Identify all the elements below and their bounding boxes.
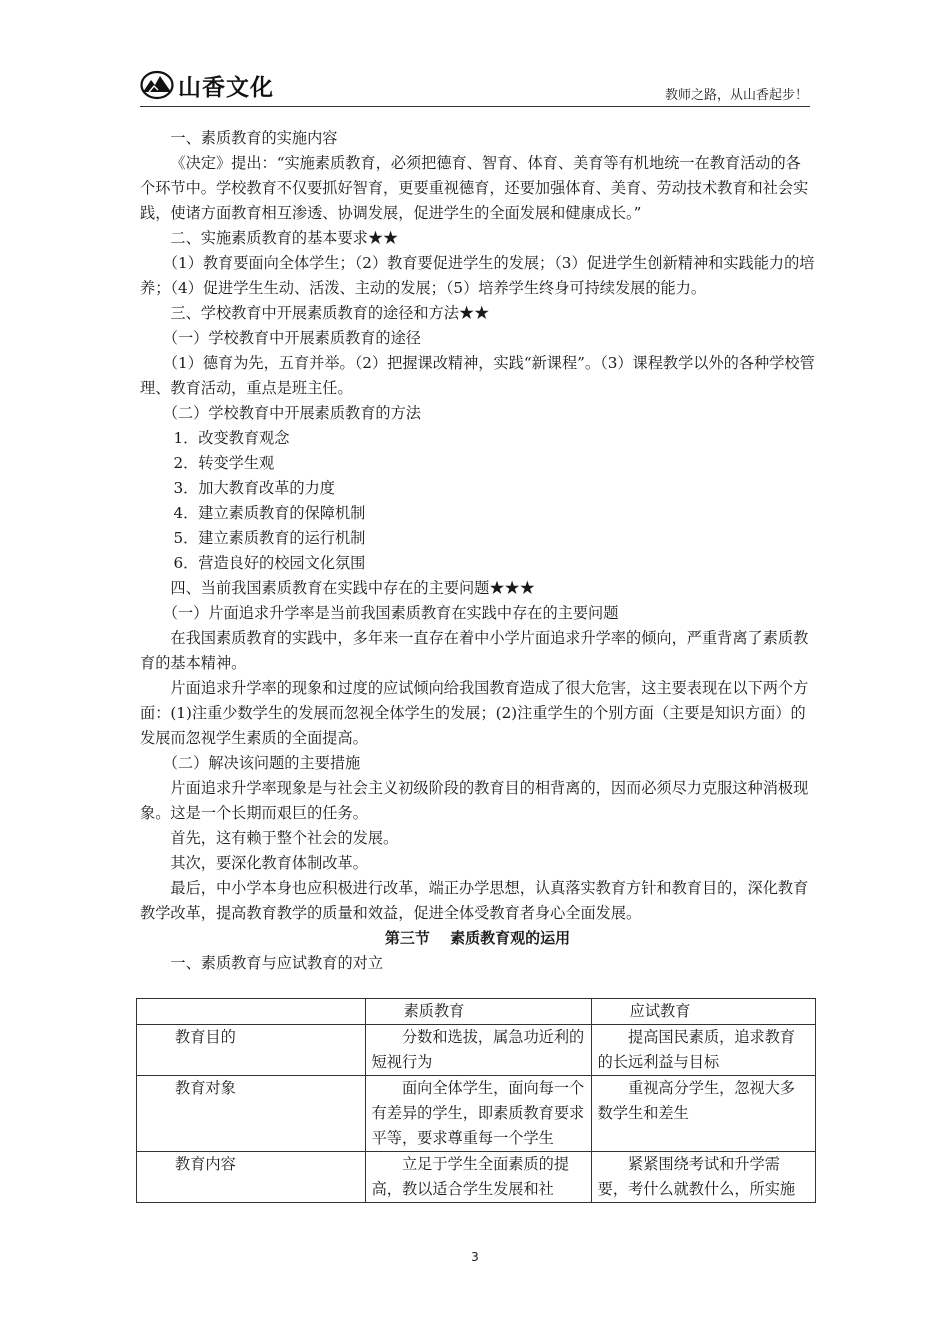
- logo: [140, 68, 274, 102]
- table-header-row: [137, 999, 816, 1025]
- table-cell: 教育目的: [137, 1025, 366, 1076]
- subheading: （二）解决该问题的主要措施: [162, 754, 361, 772]
- subheading: （一）学校教育中开展素质教育的途径: [162, 329, 421, 347]
- section-title: 第三节 素质教育观的运用: [384, 929, 571, 947]
- mountain-logo-icon: [140, 70, 174, 100]
- paragraph: 最后，中小学本身也应积极进行改革，端正办学思想，认真落实教育方针和教育目的，深化教育教学改革，提高教育教学的质量和效益，促进全体受教育者身心全面发展。: [140, 879, 809, 922]
- paragraph: （1）德育为先，五育并举。（2）把握课改精神，实践“新课程”。（3）课程教学以外的各种学校管理、教育活动，重点是班主任。: [140, 354, 815, 397]
- list-item: 1．改变教育观念: [173, 429, 290, 447]
- table-cell: 重视高分学生，忽视大多数学生和差生: [591, 1076, 815, 1152]
- list-item: 5．建立素质教育的运行机制: [173, 529, 366, 547]
- paragraph: 片面追求升学率的现象和过度的应试倾向给我国教育造成了很大危害，这主要表现在以下两个方面：(1)注重少数学生的发展而忽视全体学生的发展；(2)注重学生的个别方面（主要是知识方面）的发展而忽视学生素质的全面提高。: [140, 679, 809, 747]
- paragraph: 首先，这有赖于整个社会的发展。: [170, 829, 399, 847]
- table-cell: 提高国民素质，追求教育的长远利益与目标: [591, 1025, 815, 1076]
- subheading: （一）片面追求升学率是当前我国素质教育在实践中存在的主要问题: [162, 604, 619, 622]
- table-cell: 面向全体学生，面向每一个有差异的学生，即素质教育要求平等，要求尊重每一个学生: [365, 1076, 591, 1152]
- table-header-cell: [137, 999, 366, 1025]
- heading-1: 一、素质教育的实施内容: [170, 129, 338, 147]
- table-row: [137, 1025, 816, 1076]
- header-slogan: 教师之路，从山香起步！: [664, 88, 808, 103]
- table-cell: 教育内容: [137, 1152, 366, 1203]
- paragraph: 其次，要深化教育体制改革。: [170, 854, 368, 872]
- table-cell: 教育对象: [137, 1076, 366, 1152]
- list-item: 3．加大教育改革的力度: [173, 479, 335, 497]
- paragraph: 片面追求升学率现象是与社会主义初级阶段的教育目的相背离的，因而必须尽力克服这种消极现象。这是一个长期而艰巨的任务。: [140, 779, 809, 822]
- page-number: 3: [471, 1250, 479, 1264]
- heading-4: 四、当前我国素质教育在实践中存在的主要问题★★★: [170, 579, 535, 597]
- table-header-cell: 素质教育: [365, 999, 591, 1025]
- table-cell: 紧紧围绕考试和升学需要，考什么就教什么，所实施: [591, 1152, 815, 1203]
- comparison-table: [136, 998, 816, 1203]
- table-header-cell: 应试教育: [591, 999, 815, 1025]
- heading-3: 三、学校教育中开展素质教育的途径和方法★★: [170, 304, 490, 322]
- document-body: [140, 126, 815, 976]
- paragraph: 《决定》提出：“实施素质教育，必须把德育、智育、体育、美育等有机地统一在教育活动的各个环节中。学校教育不仅要抓好智育，更要重视德育，还要加强体育、美育、劳动技术教育和社会实践，使诸方面教育相互渗透、协调发展，促进学生的全面发展和健康成长。”: [140, 154, 809, 222]
- subheading: （二）学校教育中开展素质教育的方法: [162, 404, 421, 422]
- heading-5: 一、素质教育与应试教育的对立: [170, 954, 384, 972]
- table-row: [137, 1152, 816, 1203]
- table-row: [137, 1076, 816, 1152]
- list-item: 6．营造良好的校园文化氛围: [173, 554, 366, 572]
- list-item: 2．转变学生观: [173, 454, 275, 472]
- table-cell: 分数和选拔，属急功近利的短视行为: [365, 1025, 591, 1076]
- table-cell: 立足于学生全面素质的提高，教以适合学生发展和社: [365, 1152, 591, 1203]
- logo-text: 山香文化: [178, 74, 274, 101]
- paragraph: 在我国素质教育的实践中，多年来一直存在着中小学片面追求升学率的倾向，严重背离了素质教育的基本精神。: [140, 629, 809, 672]
- heading-2: 二、实施素质教育的基本要求★★: [170, 229, 399, 247]
- page-header: [140, 62, 810, 107]
- list-item: 4．建立素质教育的保障机制: [173, 504, 366, 522]
- paragraph: （1）教育要面向全体学生；（2）教育要促进学生的发展；（3）促进学生创新精神和实践能力的培养；（4）促进学生生动、活泼、主动的发展；（5）培养学生终身可持续发展的能力。: [140, 254, 815, 297]
